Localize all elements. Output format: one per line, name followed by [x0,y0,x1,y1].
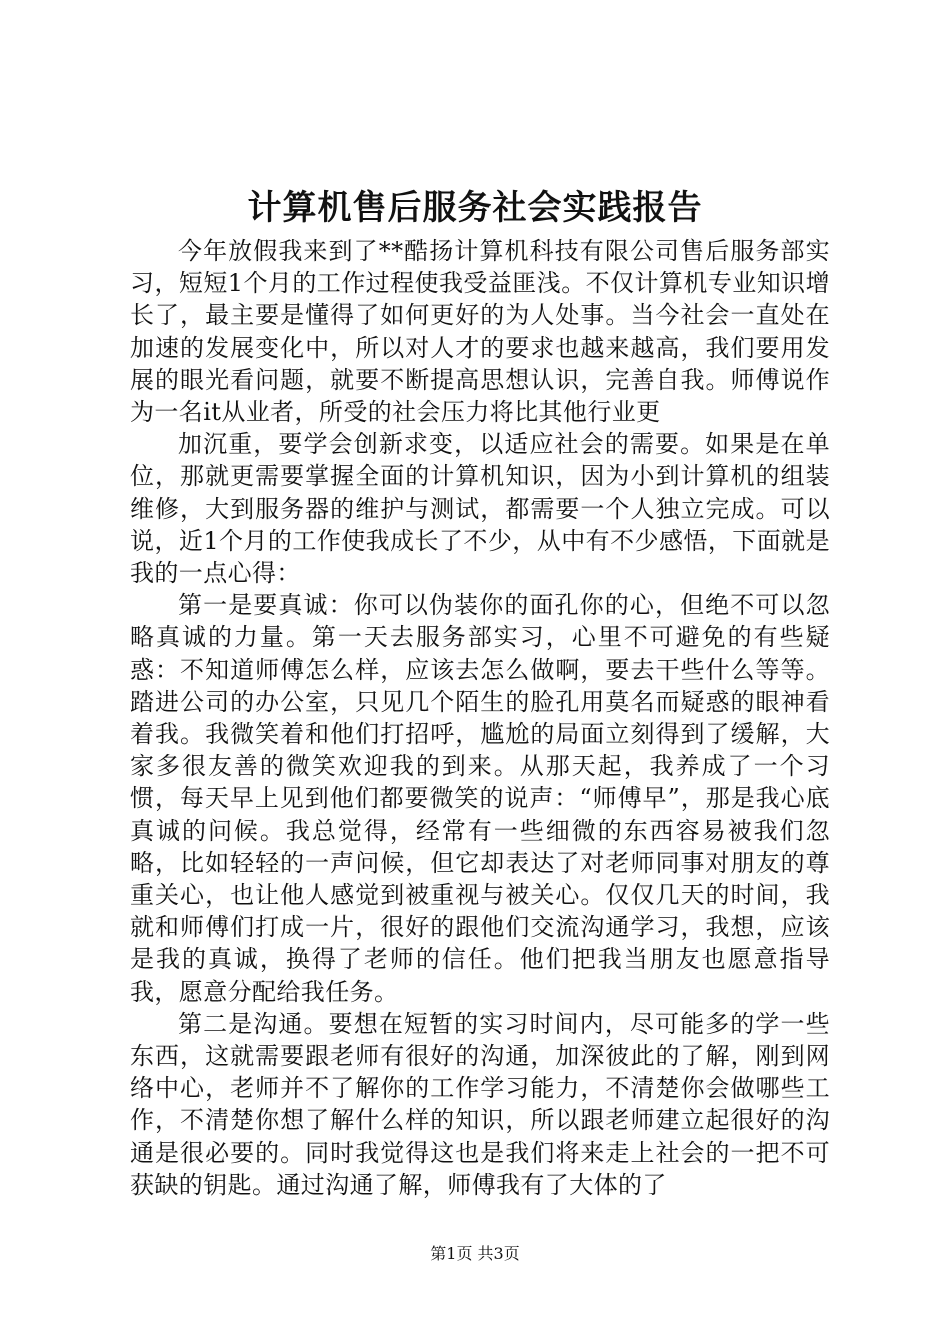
page-number-footer: 第1页 共3页 [430,1244,520,1263]
paragraph-2: 加沉重，要学会创新求变，以适应社会的需要。如果是在单位，那就更需要掌握全面的计算机知识，因为小到计算机的组装维修，大到服务器的维护与测试，都需要一个人独立完成。可以说，近1个月的工作使我成长了不少，从中有不少感悟，下面就是我的一点心得： [130,430,830,588]
document-body [130,235,830,1201]
document-title: 计算机售后服务社会实践报告 [247,188,703,228]
paragraph-1: 今年放假我来到了**酷扬计算机科技有限公司售后服务部实习，短短1个月的工作过程使我受益匪浅。不仅计算机专业知识增长了，最主要是懂得了如何更好的为人处事。当今社会一直处在加速的发展变化中，所以对人才的要求也越来越高，我们要用发展的眼光看问题，就要不断提高思想认识，完善自我。师傅说作为一名it从业者，所受的社会压力将比其他行业更 [130,237,830,427]
paragraph-4: 第二是沟通。要想在短暂的实习时间内，尽可能多的学一些东西，这就需要跟老师有很好的沟通，加深彼此的了解，刚到网络中心，老师并不了解你的工作学习能力，不清楚你会做哪些工作，不清楚你想了解什么样的知识，所以跟老师建立起很好的沟通是很必要的。同时我觉得这也是我们将来走上社会的一把不可获缺的钥匙。通过沟通了解，师傅我有了大体的了 [130,1009,830,1199]
paragraph-3: 第一是要真诚：你可以伪装你的面孔你的心，但绝不可以忽略真诚的力量。第一天去服务部实习，心里不可避免的有些疑惑：不知道师傅怎么样，应该去怎么做啊，要去干些什么等等。踏进公司的办公室，只见几个陌生的脸孔用莫名而疑惑的眼神看着我。我微笑着和他们打招呼，尴尬的局面立刻得到了缓解，大家多很友善的微笑欢迎我的到来。从那天起，我养成了一个习惯，每天早上见到他们都要微笑的说声：“师傅早”，那是我心底真诚的问候。我总觉得，经常有一些细微的东西容易被我们忽略，比如轻轻的一声问候，但它却表达了对老师同事对朋友的尊重关心，也让他人感觉到被重视与被关心。仅仅几天的时间，我就和师傅们打成一片，很好的跟他们交流沟通学习，我想，应该是我的真诚，换得了老师的信任。他们把我当朋友也愿意指导我，愿意分配给我任务。 [130,591,830,1006]
